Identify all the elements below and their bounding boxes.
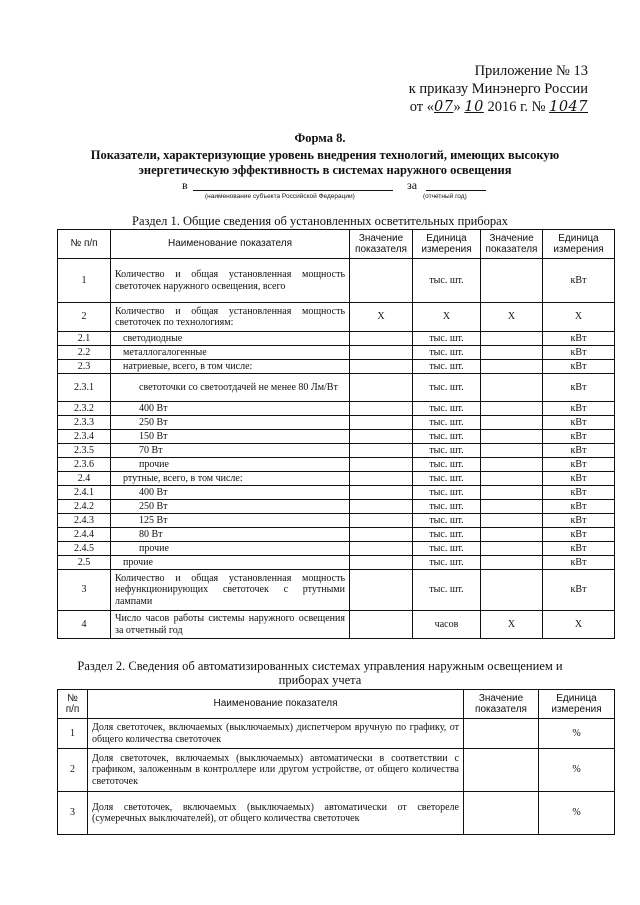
row-num: 4 (58, 611, 111, 639)
table-row (58, 556, 615, 570)
row-unit-1: тыс. шт. (413, 444, 481, 458)
row-unit-2: X (543, 611, 615, 639)
row-value-1[interactable] (350, 514, 413, 528)
row-unit-2: кВт (543, 486, 615, 500)
row-unit: % (539, 749, 615, 792)
row-value-1[interactable] (350, 444, 413, 458)
row-value-1[interactable] (350, 542, 413, 556)
row-num: 2.3 (58, 360, 111, 374)
table-row (58, 444, 615, 458)
row-value-1[interactable] (350, 259, 413, 303)
row-value-2[interactable] (481, 528, 543, 542)
row-unit-2: кВт (543, 514, 615, 528)
section1-title: Раздел 1. Общие сведения об установленных осветительных приборах (132, 214, 508, 228)
row-value-1[interactable] (350, 611, 413, 639)
row-value-2[interactable] (481, 500, 543, 514)
section2-title (0, 659, 640, 687)
row-value-2[interactable] (481, 332, 543, 346)
row-value-2[interactable] (481, 486, 543, 500)
table-row (58, 402, 615, 416)
row-name: 80 Вт (111, 528, 350, 542)
row-unit: % (539, 792, 615, 835)
subject-line (182, 178, 482, 192)
row-name: Количество и общая установленная мощность нефункционирующих светоточек с ртутными лампами (111, 570, 350, 611)
row-name: 400 Вт (111, 402, 350, 416)
row-unit-1: тыс. шт. (413, 402, 481, 416)
row-num: 2.3.3 (58, 416, 111, 430)
row-unit-1: тыс. шт. (413, 360, 481, 374)
row-name: прочие (111, 556, 350, 570)
subject-blank-line[interactable] (193, 190, 393, 191)
row-name: 250 Вт (111, 416, 350, 430)
row-value[interactable] (464, 749, 539, 792)
row-value-1[interactable] (350, 458, 413, 472)
table-row (58, 259, 615, 303)
row-unit-1: тыс. шт. (413, 500, 481, 514)
table-row (58, 486, 615, 500)
row-value-2[interactable] (481, 360, 543, 374)
row-value-1[interactable] (350, 416, 413, 430)
row-num: 2.4.1 (58, 486, 111, 500)
row-num: 2 (58, 749, 88, 792)
table-row (58, 514, 615, 528)
row-name: 70 Вт (111, 444, 350, 458)
row-num: 2.1 (58, 332, 111, 346)
handwritten-day: 07 (434, 99, 454, 115)
row-name: 125 Вт (111, 514, 350, 528)
row-unit-2: кВт (543, 360, 615, 374)
period-blank-line[interactable] (426, 190, 486, 191)
row-value-1[interactable] (350, 486, 413, 500)
row-value-1[interactable] (350, 402, 413, 416)
row-unit-2: кВт (543, 259, 615, 303)
header-value-2: Значение показателя (481, 230, 543, 259)
row-num: 1 (58, 259, 111, 303)
row-value-1[interactable] (350, 430, 413, 444)
table-row (58, 374, 615, 402)
row-unit-1: X (413, 303, 481, 332)
caption-period: (отчетный год) (423, 193, 467, 200)
row-unit: % (539, 719, 615, 749)
handwritten-month: 10 (464, 99, 484, 115)
row-unit-2: кВт (543, 346, 615, 360)
row-value-2[interactable] (481, 458, 543, 472)
row-unit-1: тыс. шт. (413, 542, 481, 556)
table-row (58, 332, 615, 346)
row-value-2[interactable] (481, 402, 543, 416)
row-value-2[interactable] (481, 259, 543, 303)
date-year-text: 2016 г. № (483, 99, 550, 115)
section2-title-line-1: Раздел 2. Сведения об автоматизированных системах управления наружным освещением и (77, 659, 563, 673)
row-name: Доля светоточек, включаемых (выключаемых) автоматически от светореле (сумеречных выключателей), от общего количества светоточек (88, 792, 464, 835)
row-unit-1: тыс. шт. (413, 458, 481, 472)
table-row (58, 500, 615, 514)
row-value-2[interactable] (481, 444, 543, 458)
row-num: 2.3.2 (58, 402, 111, 416)
row-unit-2: кВт (543, 528, 615, 542)
row-num: 2.4.2 (58, 500, 111, 514)
table-row (58, 416, 615, 430)
table-row (58, 346, 615, 360)
header-num: № п/п (58, 690, 88, 719)
row-name: 400 Вт (111, 486, 350, 500)
header-unit: Единица измерения (539, 690, 615, 719)
date-close-quote: » (453, 99, 465, 115)
row-num: 2.3.5 (58, 444, 111, 458)
row-name: металлогалогенные (111, 346, 350, 360)
row-name: Число часов работы системы наружного освещения за отчетный год (111, 611, 350, 639)
row-value-2[interactable] (481, 374, 543, 402)
row-name: Количество и общая установленная мощность светоточек по технологиям: (111, 303, 350, 332)
header-value: Значение показателя (464, 690, 539, 719)
row-value-2: X (481, 303, 543, 332)
row-value-2[interactable] (481, 472, 543, 486)
row-value-1[interactable] (350, 556, 413, 570)
row-unit-1: тыс. шт. (413, 430, 481, 444)
section1-header-row (58, 230, 615, 259)
header-num: № п/п (58, 230, 111, 259)
row-value-1[interactable] (350, 570, 413, 611)
row-value-1[interactable] (350, 500, 413, 514)
row-value[interactable] (464, 792, 539, 835)
header-unit-1: Единица измерения (413, 230, 481, 259)
row-num: 2.4 (58, 472, 111, 486)
row-unit-1: тыс. шт. (413, 514, 481, 528)
row-unit-1: тыс. шт. (413, 570, 481, 611)
row-value-1[interactable] (350, 528, 413, 542)
row-value-2[interactable] (481, 430, 543, 444)
table-row (58, 719, 615, 749)
table-row (58, 303, 615, 332)
row-value-2[interactable] (481, 416, 543, 430)
header-value-1: Значение показателя (350, 230, 413, 259)
row-unit-2: кВт (543, 332, 615, 346)
table-row (58, 472, 615, 486)
row-name: Доля светоточек, включаемых (выключаемых) автоматически в соответствии с графиком, заложенным в контроллере или другом устройстве, от общего количества светоточек (88, 749, 464, 792)
row-num: 2.4.3 (58, 514, 111, 528)
appendix-line-1: Приложение № 13 (474, 63, 588, 79)
row-unit-2: кВт (543, 416, 615, 430)
row-unit-1: тыс. шт. (413, 528, 481, 542)
row-unit-1: часов (413, 611, 481, 639)
row-num: 2.3.6 (58, 458, 111, 472)
table-row (58, 570, 615, 611)
row-num: 2.4.4 (58, 528, 111, 542)
table-row (58, 542, 615, 556)
section2-table (57, 689, 615, 835)
row-unit-2: кВт (543, 374, 615, 402)
table-row (58, 430, 615, 444)
row-unit-1: тыс. шт. (413, 332, 481, 346)
row-value-1[interactable] (350, 360, 413, 374)
table-row (58, 611, 615, 639)
row-value-2[interactable] (481, 542, 543, 556)
appendix-line-3 (409, 98, 588, 116)
row-name: Доля светоточек, включаемых (выключаемых) диспетчером вручную по графику, от общего количества светоточек (88, 719, 464, 749)
table-row (58, 528, 615, 542)
table-row (58, 749, 615, 792)
row-name: 150 Вт (111, 430, 350, 444)
row-num: 3 (58, 792, 88, 835)
row-unit-2: кВт (543, 542, 615, 556)
row-name: 250 Вт (111, 500, 350, 514)
row-num: 1 (58, 719, 88, 749)
row-num: 2.4.5 (58, 542, 111, 556)
row-value-1[interactable] (350, 472, 413, 486)
row-value-2: X (481, 611, 543, 639)
row-value-1: X (350, 303, 413, 332)
table-row (58, 458, 615, 472)
section1-table (57, 229, 615, 639)
header-unit-2: Единица измерения (543, 230, 615, 259)
table-row (58, 360, 615, 374)
row-value[interactable] (464, 719, 539, 749)
row-unit-2: X (543, 303, 615, 332)
row-name: прочие (111, 458, 350, 472)
section2-header-row (58, 690, 615, 719)
row-unit-2: кВт (543, 458, 615, 472)
row-value-1[interactable] (350, 346, 413, 360)
row-value-1[interactable] (350, 374, 413, 402)
appendix-block (409, 62, 588, 116)
row-unit-2: кВт (543, 430, 615, 444)
period-prefix: за (407, 178, 418, 192)
row-unit-2: кВт (543, 402, 615, 416)
row-unit-2: кВт (543, 444, 615, 458)
subject-prefix: в (182, 178, 188, 192)
row-name: натриевые, всего, в том числе: (111, 360, 350, 374)
row-num: 2 (58, 303, 111, 332)
row-name: ртутные, всего, в том числе: (111, 472, 350, 486)
row-num: 2.5 (58, 556, 111, 570)
form-title: Форма 8. (294, 131, 346, 145)
row-unit-1: тыс. шт. (413, 346, 481, 360)
row-unit-1: тыс. шт. (413, 486, 481, 500)
row-name: Количество и общая установленная мощность светоточек наружного освещения, всего (111, 259, 350, 303)
section2-title-line-2: приборах учета (278, 673, 362, 687)
row-num: 2.3.1 (58, 374, 111, 402)
date-open-quote: от « (409, 99, 435, 115)
row-unit-1: тыс. шт. (413, 556, 481, 570)
row-unit-1: тыс. шт. (413, 416, 481, 430)
row-unit-2: кВт (543, 472, 615, 486)
header-name: Наименование показателя (111, 230, 350, 259)
row-unit-1: тыс. шт. (413, 472, 481, 486)
row-num: 2.2 (58, 346, 111, 360)
row-name: прочие (111, 542, 350, 556)
table-row (58, 792, 615, 835)
handwritten-order-number: 1047 (549, 99, 588, 115)
row-unit-1: тыс. шт. (413, 259, 481, 303)
appendix-line-2: к приказу Минэнерго России (408, 81, 588, 97)
row-value-1[interactable] (350, 332, 413, 346)
row-num: 2.3.4 (58, 430, 111, 444)
row-num: 3 (58, 570, 111, 611)
row-value-2[interactable] (481, 514, 543, 528)
form-heading: Показатели, характеризующие уровень внедрения технологий, имеющих высокую энергетическую эффективность в системах наружного освещения (90, 148, 560, 177)
row-name: светодиодные (111, 332, 350, 346)
row-value-2[interactable] (481, 570, 543, 611)
row-value-2[interactable] (481, 556, 543, 570)
caption-subject: (наименование субъекта Российской Федерации) (205, 193, 355, 200)
row-unit-1: тыс. шт. (413, 374, 481, 402)
row-value-2[interactable] (481, 346, 543, 360)
row-unit-2: кВт (543, 570, 615, 611)
row-unit-2: кВт (543, 500, 615, 514)
header-name: Наименование показателя (88, 690, 464, 719)
row-unit-2: кВт (543, 556, 615, 570)
row-name: светоточки со светоотдачей не менее 80 Лм/Вт (111, 374, 350, 402)
